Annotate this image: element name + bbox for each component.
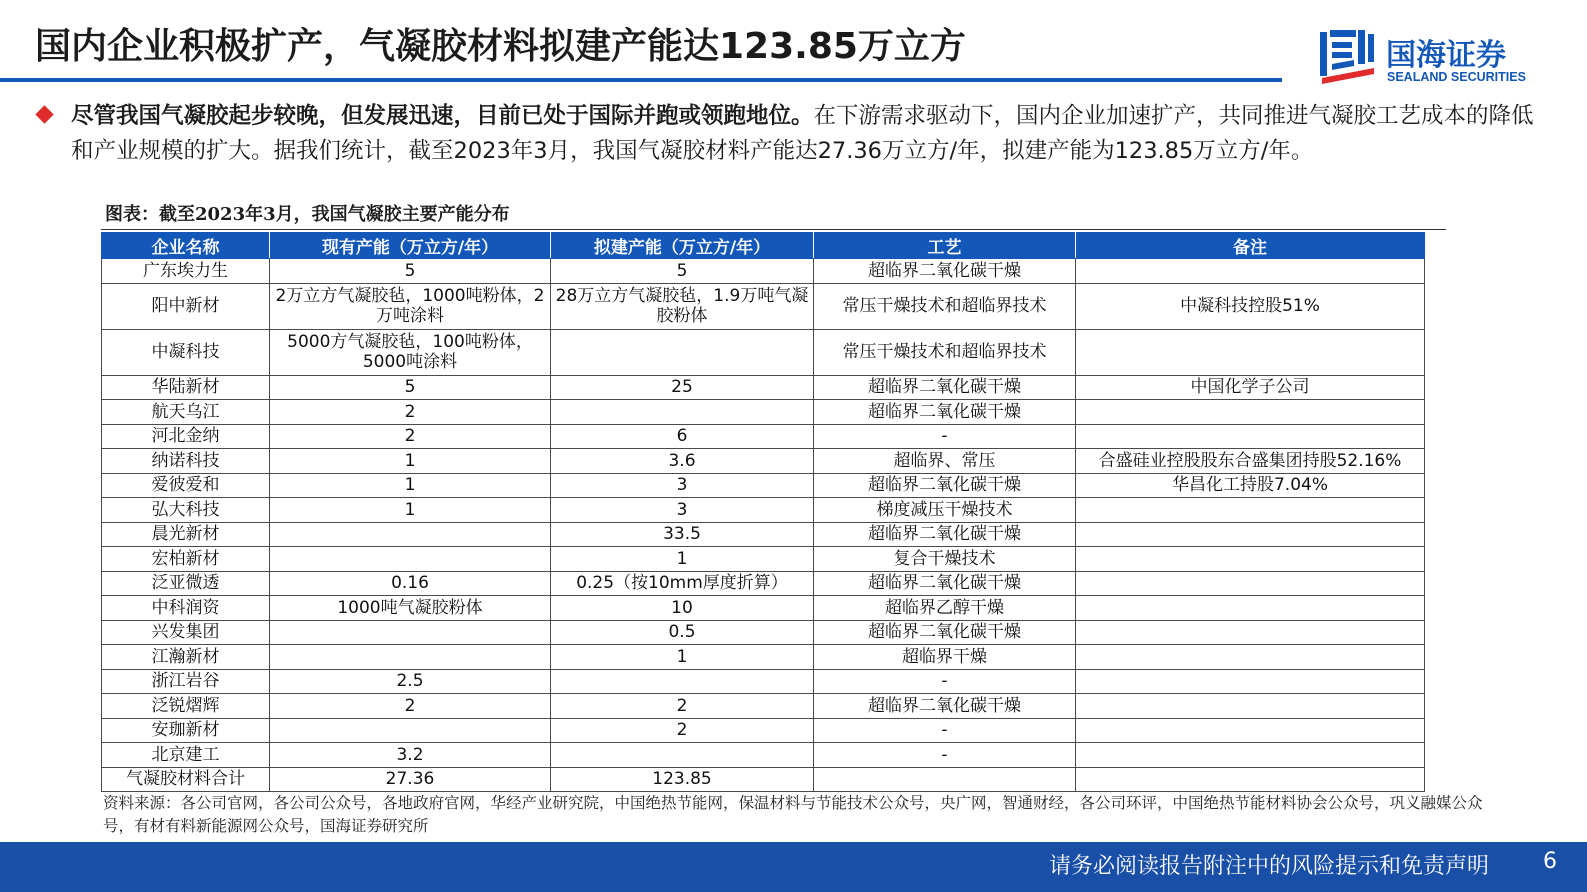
table-row [102,283,1425,329]
title-divider [0,78,1282,82]
column-header: 工艺 [814,233,1076,259]
column-header: 拟建产能（万立方/年） [551,233,814,259]
table-cell [1076,718,1425,743]
table-row [102,400,1425,425]
table-cell: 晨光新材 [102,522,270,547]
table-cell: 华陆新材 [102,375,270,400]
table-cell [1076,645,1425,670]
table-cell: 28万立方气凝胶毡，1.9万吨气凝胶粉体 [551,283,814,329]
table-cell: 纳诺科技 [102,449,270,474]
table-cell [1076,596,1425,621]
table-cell [1076,743,1425,768]
table-caption: 图表：截至2023年3月，我国气凝胶主要产能分布 [105,204,510,225]
table-cell [270,645,551,670]
table-cell: 中凝科技控股51% [1076,283,1425,329]
table-cell: 超临界二氧化碳干燥 [814,375,1076,400]
table-cell: 超临界干燥 [814,645,1076,670]
table-cell [270,620,551,645]
table-cell: 2万立方气凝胶毡，1000吨粉体，2万吨涂料 [270,283,551,329]
table-cell: 5 [551,259,814,284]
table-cell: 超临界二氧化碳干燥 [814,694,1076,719]
table-cell: 0.25（按10mm厚度折算） [551,571,814,596]
table-cell: 2 [270,424,551,449]
table-cell [1076,400,1425,425]
table-cell: - [814,743,1076,768]
table-cell: 3.2 [270,743,551,768]
table-cell: 梯度减压干燥技术 [814,498,1076,523]
table-cell: 航天乌江 [102,400,270,425]
table-cell: 中国化学子公司 [1076,375,1425,400]
table-cell: 2 [551,718,814,743]
table-cell [1076,547,1425,572]
table-cell [551,400,814,425]
table-row [102,522,1425,547]
logo-english-name: SEALAND SECURITIES [1387,70,1526,84]
table-cell [551,669,814,694]
table-cell: 2 [270,400,551,425]
logo-chinese-name: 国海证券 [1386,38,1506,73]
table-cell: 2 [551,694,814,719]
key-point-bold: 尽管我国气凝胶起步较晚，但发展迅速，目前已处于国际并跑或领跑地位。 [71,103,814,129]
table-cell [1076,620,1425,645]
table-cell [1076,329,1425,375]
table-row [102,329,1425,375]
table-row [102,259,1425,284]
key-point-text [71,99,1541,169]
table-cell [1076,669,1425,694]
table-cell: 5 [270,375,551,400]
table-cell: 宏柏新材 [102,547,270,572]
table-cell: - [814,718,1076,743]
table-cell: 阳中新材 [102,283,270,329]
table-cell [1076,498,1425,523]
table-cell [1076,767,1425,792]
table-cell: 27.36 [270,767,551,792]
table-cell [814,767,1076,792]
table-cell: 超临界二氧化碳干燥 [814,620,1076,645]
table-cell: 1 [270,473,551,498]
source-note: 资料来源：各公司官网，各公司公众号，各地政府官网，华经产业研究院，中国绝热节能网，保温材料与节能技术公众号，央广网，智通财经，各公司环评，中国绝热节能材料协会公众号，巩义融媒公众号，有材有料新能源网公众号，国海证券研究所 [103,794,1483,835]
column-header: 现有产能（万立方/年） [270,233,551,259]
table-cell: 弘大科技 [102,498,270,523]
column-header: 企业名称 [102,233,270,259]
table-cell: 泛锐熠辉 [102,694,270,719]
table-cell [270,522,551,547]
table-cell: 超临界、常压 [814,449,1076,474]
company-logo [1318,28,1543,88]
table-cell: 33.5 [551,522,814,547]
table-cell: 1 [270,449,551,474]
capacity-table [101,232,1425,792]
table-cell: 6 [551,424,814,449]
table-cell: 0.5 [551,620,814,645]
table-cell: 2.5 [270,669,551,694]
table-cell: 安珈新材 [102,718,270,743]
table-cell: 123.85 [551,767,814,792]
table-cell: 江瀚新材 [102,645,270,670]
table-cell: 1000吨气凝胶粉体 [270,596,551,621]
table-cell: 1 [551,547,814,572]
table-cell: 超临界乙醇干燥 [814,596,1076,621]
table-cell [1076,522,1425,547]
table-row [102,620,1425,645]
table-cell: 常压干燥技术和超临界技术 [814,283,1076,329]
table-row [102,743,1425,768]
table-cell [1076,259,1425,284]
table-cell: 超临界二氧化碳干燥 [814,522,1076,547]
disclaimer-text: 请务必阅读报告附注中的风险提示和免责声明 [1048,854,1489,879]
table-cell: 常压干燥技术和超临界技术 [814,329,1076,375]
table-cell [1076,694,1425,719]
table-row [102,375,1425,400]
column-header: 备注 [1076,233,1425,259]
page-title: 国内企业积极扩产，气凝胶材料拟建产能达123.85万立方 [35,26,966,67]
table-row [102,498,1425,523]
table-cell [551,743,814,768]
table-cell: 中凝科技 [102,329,270,375]
table-cell: 10 [551,596,814,621]
sealand-logo-icon [1318,28,1376,84]
table-row [102,767,1425,792]
table-cell: 广东埃力生 [102,259,270,284]
table-cell: 3.6 [551,449,814,474]
diamond-bullet-icon [35,105,53,123]
table-cell: 2 [270,694,551,719]
table-cell: 超临界二氧化碳干燥 [814,571,1076,596]
table-row [102,473,1425,498]
page-number: 6 [1543,849,1557,874]
table-cell: 合盛硅业控股股东合盛集团持股52.16% [1076,449,1425,474]
table-row [102,645,1425,670]
table-cell: 爱彼爱和 [102,473,270,498]
table-cell: - [814,669,1076,694]
table-cell: 中科润资 [102,596,270,621]
table-cell: 0.16 [270,571,551,596]
table-cell: 25 [551,375,814,400]
table-cell: 5 [270,259,551,284]
caption-divider [101,229,1446,230]
table-cell: 1 [551,645,814,670]
table-row [102,449,1425,474]
table-cell: 1 [270,498,551,523]
table-cell: 河北金纳 [102,424,270,449]
table-cell: 泛亚微透 [102,571,270,596]
table-cell: 兴发集团 [102,620,270,645]
table-cell: 复合干燥技术 [814,547,1076,572]
table-cell: 超临界二氧化碳干燥 [814,473,1076,498]
table-cell: 5000方气凝胶毡，100吨粉体，5000吨涂料 [270,329,551,375]
table-row [102,424,1425,449]
table-row [102,669,1425,694]
table-cell [270,718,551,743]
table-cell: 超临界二氧化碳干燥 [814,259,1076,284]
table-cell: 浙江岩谷 [102,669,270,694]
table-row [102,718,1425,743]
table-cell [270,547,551,572]
table-row [102,571,1425,596]
key-point-body: 在下游需求驱动下，国内企业加速扩产，共同推进气凝胶工艺成本的降低和产业规模的扩大。据我们统计，截至2023年3月，我国气凝胶材料产能达27.36万立方/年，拟建产能为123.85万立方/年。 [71,103,1534,164]
table-row [102,596,1425,621]
table-cell: 气凝胶材料合计 [102,767,270,792]
table-cell [1076,571,1425,596]
table-cell: 超临界二氧化碳干燥 [814,400,1076,425]
table-header-row [102,233,1425,259]
table-row [102,547,1425,572]
table-row [102,694,1425,719]
table-cell: 华昌化工持股7.04% [1076,473,1425,498]
table-cell [551,329,814,375]
table-cell [1076,424,1425,449]
table-cell: 北京建工 [102,743,270,768]
table-cell: 3 [551,473,814,498]
table-cell: 3 [551,498,814,523]
table-cell: - [814,424,1076,449]
